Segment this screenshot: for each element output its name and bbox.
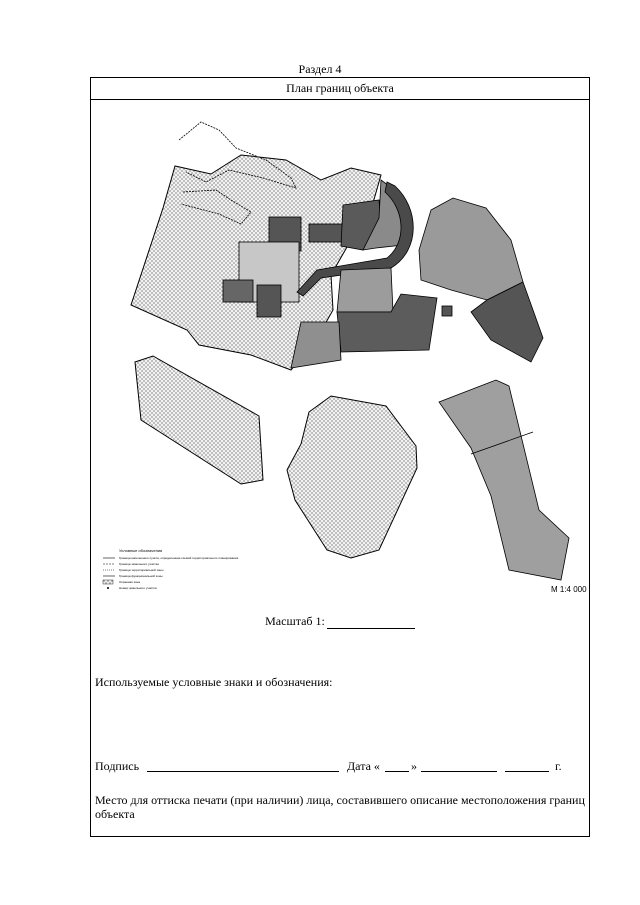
date-label: Дата « [347, 759, 380, 773]
parcel-medium-8 [337, 268, 393, 312]
scale-input-line[interactable] [327, 618, 415, 629]
boundary-map [91, 100, 589, 600]
legend-item-0: Граница населенного пункта, определенная схемой территориального планирования [119, 556, 239, 560]
plan-header: План границ объекта [91, 78, 589, 100]
legend-item-2: Граница территориальной зоны [119, 568, 164, 572]
parcel-bottom-right [439, 380, 569, 580]
map-scale-note: М 1:4 000 [551, 585, 587, 594]
date-year-line[interactable] [505, 771, 549, 772]
legend-title: Условные обозначения [119, 548, 163, 553]
legend-caption: Используемые условные знаки и обозначения: [95, 675, 333, 689]
stamp-note: Место для оттиска печати (при наличии) лица, составившего описание местоположения границ объекта [95, 793, 585, 821]
signature-row [95, 759, 587, 775]
date-mid: » [411, 759, 417, 773]
parcel-right-small [442, 306, 452, 316]
year-suffix: г. [555, 759, 562, 773]
parcel-dark-3 [223, 280, 253, 302]
date-month-line[interactable] [421, 771, 497, 772]
legend-item-1: Граница земельного участка [119, 562, 159, 566]
signature-line[interactable] [147, 771, 339, 772]
legend-items [103, 556, 239, 590]
legend-item-4: Охранная зона [119, 580, 140, 584]
date-day-line[interactable] [385, 771, 409, 772]
parcel-dark-4 [257, 285, 281, 317]
parcel-bottom-centre [287, 396, 417, 558]
scale-label: Масштаб 1: [265, 614, 325, 628]
section-title: Раздел 4 [298, 62, 342, 76]
signature-label: Подпись [95, 759, 140, 773]
parcel-right-upper [419, 198, 523, 300]
legend-item-3: Граница функциональной зоны [119, 574, 163, 578]
parcel-bottom-left [135, 356, 263, 484]
scale-row [91, 614, 589, 629]
plan-frame [90, 77, 590, 837]
legend-item-5: Номер земельного участка [119, 586, 157, 590]
